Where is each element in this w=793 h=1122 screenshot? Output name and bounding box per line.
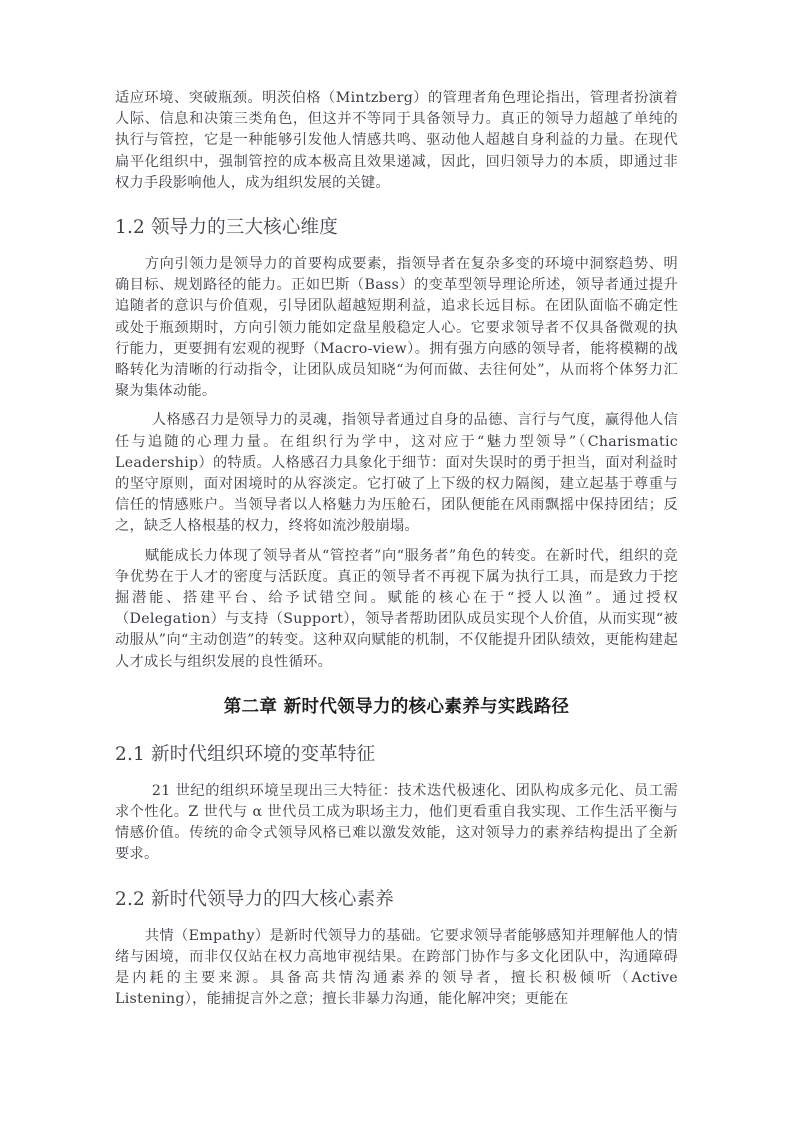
spacer [115, 242, 678, 254]
heading-2-1: 2.1 新时代组织环境的变革特征 [115, 743, 376, 765]
paragraph-direction-leadership: 方向引领力是领导力的首要构成要素，指领导者在复杂多变的环境中洞察趋势、明确目标、规划路径的能力。正如巴斯（Bass）的变革型领导理论所述，领导者通过提升追随者的意识与价值观，引导团队超越短期利益，追求长远目标。在团队面临不确定性或处于瓶颈期时，方向引领力能如定盘星般稳定人心。它要求领导者不仅具备微观的执行能力，更要拥有宏观的视野（Macro-view）。拥有强方向感的领导者，能将模糊的战略转化为清晰的行动指令，让团队成员知晓“为何而做、去往何处”，从而将个体努力汇聚为集体动能。 [115, 256, 678, 400]
paragraph-charisma: 人格感召力是领导力的灵魂，指领导者通过自身的品德、言行与气度，赢得他人信任与追随的心理力量。在组织行为学中，这对应于“魅力型领导”（Charismatic Leadership）的特质。人格感召力具象化于细节：面对失误时的勇于担当，面对利益时的坚守原则，面对困境时的从容淡定。它打破了上下级的权力隔阂，建立起基于尊重与信任的情感账户。当领导者以人格魅力为压舱石，团队便能在风雨飘摇中保持团结；反之，缺乏人格根基的权力，终将如流沙般崩塌。 [115, 412, 678, 535]
spacer [115, 673, 678, 693]
page-content [115, 88, 678, 1011]
spacer [115, 914, 678, 926]
heading-2-2: 2.2 新时代领导力的四大核心素养 [115, 888, 394, 910]
paragraph-intro: 适应环境、突破瓶颈。明茨伯格（Mintzberg）的管理者角色理论指出，管理者扮演着人际、信息和决策三类角色，但这并不等同于具备领导力。真正的领导力超越了单纯的执行与管控，它是一种能够引发他人情感共鸣、驱动他人超越自身利益的力量。在现代扁平化组织中，强制管控的成本极高且效果递减，因此，回归领导力的本质，即通过非权力手段影响他人，成为组织发展的关键。 [115, 90, 678, 191]
spacer [115, 194, 678, 214]
paragraph-empowerment: 赋能成长力体现了领导者从“管控者”向“服务者”角色的转变。在新时代，组织的竞争优势在于人才的密度与活跃度。真正的领导者不再视下属为执行工具，而是致力于挖掘潜能、搭建平台、给予试错空间。赋能的核心在于“授人以渔”。通过授权（Delegation）与支持（Support），领导者帮助团队成员实现个人价值，从而实现“被动服从”向“主动创造”的转变。这种双向赋能的机制，不仅能提升团队绩效，更能构建起人才成长与组织发展的良性循环。 [115, 547, 678, 670]
paragraph-organizational-environment: 21 世纪的组织环境呈现出三大特征：技术迭代极速化、团队构成多元化、员工需求个性化。Z 世代与 α 世代员工成为职场主力，他们更看重自我实现、工作生活平衡与情感价值。传统的命令式领导风格已难以激发效能，这对领导力的素养结构提出了全新要求。 [115, 782, 678, 863]
heading-chapter-2: 第二章 新时代领导力的核心素养与实践路径 [223, 696, 570, 717]
spacer [115, 721, 678, 741]
spacer [115, 402, 678, 410]
paragraph-empathy: 共情（Empathy）是新时代领导力的基础。它要求领导者能够感知并理解他人的情绪与困境，而非仅仅站在权力高地审视结果。在跨部门协作与多文化团队中，沟通障碍是内耗的主要来源。具备高共情沟通素养的领导者，擅长积极倾听（Active Listening），能捕捉言外之意；擅长非暴力沟通，能化解冲突；更能在 [115, 927, 678, 1008]
spacer [115, 866, 678, 886]
spacer [115, 538, 678, 546]
spacer [115, 769, 678, 781]
heading-1-2: 1.2 领导力的三大核心维度 [115, 217, 338, 239]
